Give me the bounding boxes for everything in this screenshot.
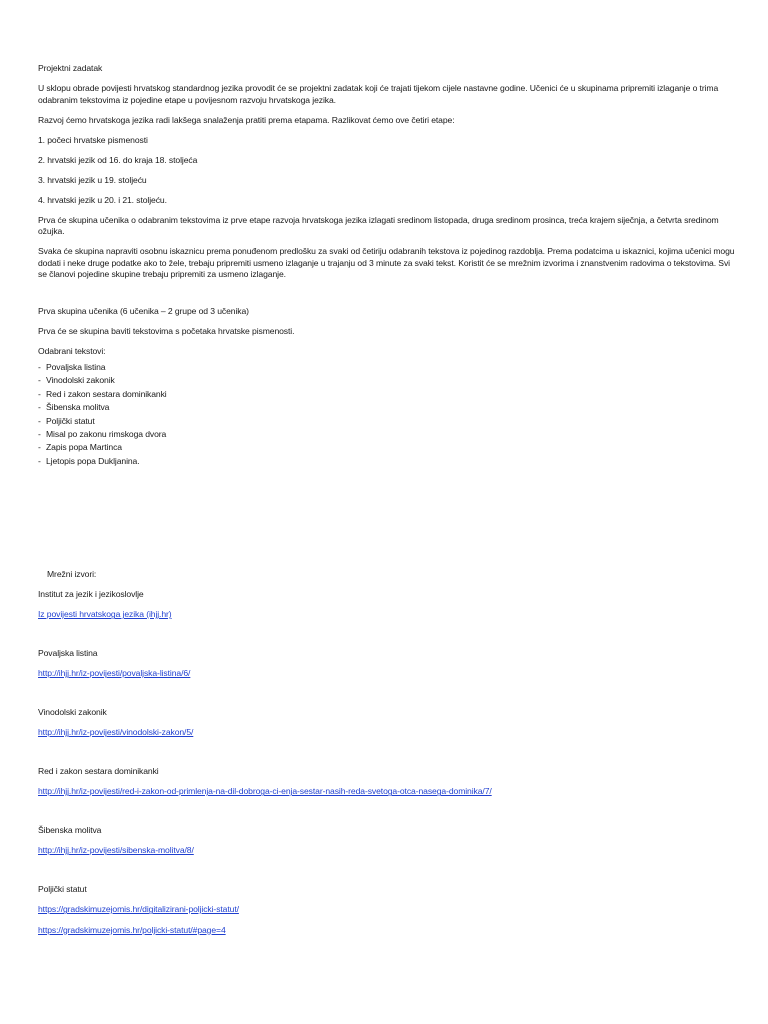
- institute-link[interactable]: Iz povijesti hrvatskoga jezika (ihjj.hr): [38, 609, 172, 620]
- list-dash: -: [38, 455, 41, 466]
- stage-item: 3. hrvatski jezik u 19. stoljeću: [38, 174, 147, 185]
- stage-item: 1. počeci hrvatske pismenosti: [38, 134, 148, 145]
- intro-paragraph: U sklopu obrade povijesti hrvatskog standardnog jezika provodit će se projektni zadatak koji će trajati tijekom cijele nastavne godine. Učenici će u skupinama pripremiti izlaganje o trima odabranim tekstovima iz pojedine etape u povijesnom razvoju hrvatskoga jezika.: [38, 83, 719, 105]
- document-title: Projektni zadatak: [38, 63, 103, 73]
- list-dash: -: [38, 375, 41, 386]
- stage-item: 4. hrvatski jezik u 20. i 21. stoljeću.: [38, 194, 167, 205]
- source-block: [38, 707, 738, 739]
- list-dash: -: [38, 415, 41, 426]
- institute-name: Institut za jezik i jezikoslovlje: [38, 589, 144, 600]
- source-block: [38, 825, 738, 857]
- source-title: Šibenska molitva: [38, 824, 102, 835]
- source-title: Povaljska listina: [38, 647, 98, 658]
- schedule-paragraph: Prva će skupina učenika o odabranim tekstovima iz prve etape razvoja hrvatskoga jezika izlagati sredinom listopada, druga sredinom prosinca, treća krajem siječnja, a četvrta sredinom ožujka.: [38, 214, 719, 236]
- group-intro: Prva će se skupina baviti tekstovima s početaka hrvatske pismenosti.: [38, 325, 295, 336]
- list-dash: -: [38, 388, 41, 399]
- selected-texts-label: Odabrani tekstovi:: [38, 345, 106, 356]
- selected-text-label: Poljički statut: [46, 415, 95, 426]
- selected-texts-list: [38, 361, 738, 468]
- selected-text-item: [38, 455, 738, 468]
- selected-text-item: [38, 428, 738, 441]
- selected-text-label: Ljetopis popa Dukljanina.: [46, 455, 140, 466]
- selected-text-label: Zapis popa Martinca: [46, 442, 122, 453]
- selected-text-item: [38, 401, 738, 414]
- source-link[interactable]: http://ihjj.hr/iz-povijesti/red-i-zakon-od-primlenja-na-dil-dobroga-ci-enja-sestar-nasih-reda-svetoga-otca-nasega-dominika/7/: [38, 786, 492, 797]
- selected-text-item: [38, 374, 738, 387]
- list-dash: -: [38, 362, 41, 372]
- source-title: Poljički statut: [38, 883, 87, 894]
- source-link[interactable]: https://gradskimuzejomis.hr/poljicki-statut/#page=4: [38, 924, 226, 935]
- selected-text-item: [38, 388, 738, 401]
- sources-heading: Mrežni izvori:: [47, 569, 97, 580]
- selected-text-label: Misal po zakonu rimskoga dvora: [46, 429, 167, 440]
- group-heading: Prva skupina učenika (6 učenika – 2 grupe od 3 učenika): [38, 305, 249, 316]
- source-link[interactable]: http://ihjj.hr/iz-povijesti/povaljska-listina/6/: [38, 668, 191, 679]
- task-paragraph: Svaka će skupina napraviti osobnu iskaznicu prema ponuđenom predlošku za svaki od četiriju odabranih tekstova iz pojedinog razdoblja. Prema podatcima u iskaznici, kojima učenici mogu dodati i neke druge podatke ako to žele, trebaju pripremiti usmeno izlaganje u trajanju od 3 minute za svaki tekst. Koristit će se mrežnim izvorima i znanstvenim radovima o tekstovima. Svi se članovi pojedine skupine trebaju pripremiti za usmeno izlaganje.: [38, 246, 735, 279]
- source-block: [38, 884, 738, 937]
- selected-text-label: Povaljska listina: [46, 362, 106, 372]
- stages-intro-paragraph: Razvoj ćemo hrvatskoga jezika radi lakšega snalaženja pratiti prema etapama. Razlikovat ćemo ove četiri etape:: [38, 114, 455, 125]
- source-title: Red i zakon sestara dominikanki: [38, 765, 159, 776]
- selected-text-item: [38, 361, 738, 374]
- list-dash: -: [38, 442, 41, 453]
- selected-text-item: [38, 441, 738, 454]
- list-dash: -: [38, 429, 41, 440]
- source-link[interactable]: https://gradskimuzejomis.hr/digitalizirani-poljicki-statut/: [38, 904, 239, 915]
- source-block: [38, 766, 738, 798]
- sources-list: [38, 648, 738, 937]
- source-title: Vinodolski zakonik: [38, 706, 107, 717]
- stage-item: 2. hrvatski jezik od 16. do kraja 18. stoljeća: [38, 154, 198, 165]
- document-page: [38, 63, 738, 963]
- selected-text-label: Šibenska molitva: [46, 402, 110, 413]
- source-block: [38, 648, 738, 680]
- selected-text-label: Vinodolski zakonik: [46, 375, 115, 386]
- list-dash: -: [38, 402, 41, 413]
- source-link[interactable]: http://ihjj.hr/iz-povijesti/sibenska-molitva/8/: [38, 845, 194, 856]
- selected-text-label: Red i zakon sestara dominikanki: [46, 388, 167, 399]
- selected-text-item: [38, 415, 738, 428]
- source-link[interactable]: http://ihjj.hr/iz-povijesti/vinodolski-zakon/5/: [38, 727, 194, 738]
